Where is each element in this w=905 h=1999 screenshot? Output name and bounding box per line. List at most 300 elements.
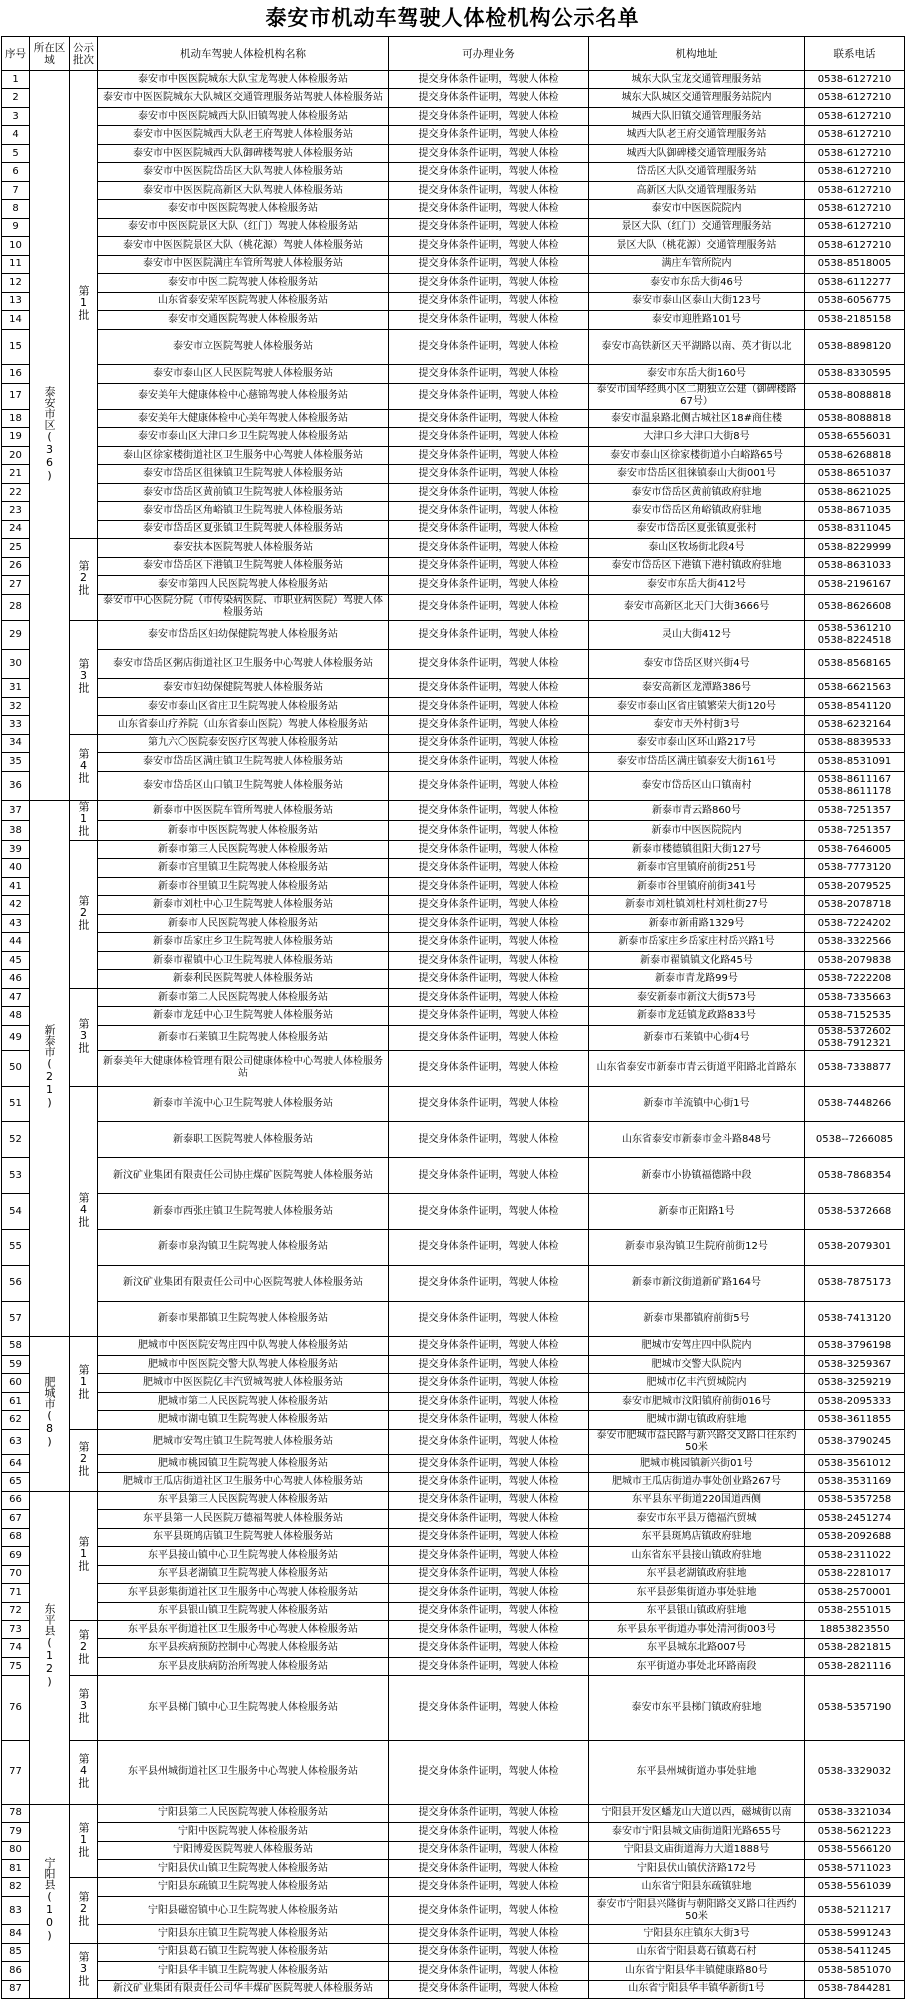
cell-phone: 0538-5411245 bbox=[805, 1943, 905, 1961]
cell-address: 新泰市小协镇福德路中段 bbox=[589, 1158, 805, 1194]
cell-address: 东平县老湖镇政府驻地 bbox=[589, 1565, 805, 1583]
table-row bbox=[2, 859, 905, 877]
cell-no: 84 bbox=[2, 1925, 30, 1943]
cell-address: 新泰市楼德镇徂阳大街127号 bbox=[589, 841, 805, 859]
cell-address: 新泰市正阳路1号 bbox=[589, 1194, 805, 1230]
cell-name: 泰安市中医医院满庄车管所驾驶人体检服务站 bbox=[98, 255, 389, 273]
cell-address: 新泰市翟镇镇文化路45号 bbox=[589, 951, 805, 969]
cell-name: 东平县州城街道社区卫生服务中心驾驶人体检服务站 bbox=[98, 1740, 389, 1804]
cell-address: 山东省宁阳县华丰镇华新街1号 bbox=[589, 1980, 805, 1998]
cell-phone: 0538-5566120 bbox=[805, 1841, 905, 1859]
cell-business: 提交身体条件证明，驾驶人体检 bbox=[389, 539, 589, 557]
region-label: 新泰市(21) bbox=[43, 1024, 56, 1110]
cell-address: 东平县银山镇政府驻地 bbox=[589, 1602, 805, 1620]
table-row bbox=[2, 1740, 905, 1804]
cell-phone: 0538-6127210 bbox=[805, 237, 905, 255]
cell-address: 泰安高新区龙潭路386号 bbox=[589, 679, 805, 697]
cell-address: 岱岳区大队交通管理服务站 bbox=[589, 163, 805, 181]
cell-phone: 0538-7413120 bbox=[805, 1301, 905, 1337]
cell-name: 新泰美年大健康体检管理有限公司健康体检中心驾驶人体检服务站 bbox=[98, 1050, 389, 1086]
cell-name: 泰安市岱岳区妇幼保健院驾驶人体检服务站 bbox=[98, 620, 389, 649]
cell-address: 泰安市天外村街3号 bbox=[589, 716, 805, 734]
cell-no: 49 bbox=[2, 1025, 30, 1050]
cell-address: 新泰市谷里镇府前街341号 bbox=[589, 877, 805, 895]
cell-phone: 0538-8839533 bbox=[805, 734, 905, 752]
cell-business: 提交身体条件证明，驾驶人体检 bbox=[389, 107, 589, 125]
cell-business: 提交身体条件证明，驾驶人体检 bbox=[389, 1429, 589, 1454]
batch-label: 第1批 bbox=[77, 285, 90, 321]
cell-batch bbox=[70, 1740, 98, 1804]
cell-phone: 0538-7251357 bbox=[805, 821, 905, 841]
table-row bbox=[2, 255, 905, 273]
cell-batch bbox=[70, 841, 98, 989]
cell-phone: 0538-6268818 bbox=[805, 446, 905, 464]
cell-address: 新泰市新汶街道新矿路164号 bbox=[589, 1265, 805, 1301]
cell-no: 19 bbox=[2, 428, 30, 446]
cell-address: 灵山大街412号 bbox=[589, 620, 805, 649]
table-row bbox=[2, 1122, 905, 1158]
table-row bbox=[2, 988, 905, 1006]
cell-address: 城西大队老王府交通管理服务站 bbox=[589, 126, 805, 144]
cell-name: 泰安市中医医院城西大队老王府驾驶人体检服务站 bbox=[98, 126, 389, 144]
cell-address: 泰安市泰山区徐家楼街道小白峪路65号 bbox=[589, 446, 805, 464]
table-row bbox=[2, 1547, 905, 1565]
table-row bbox=[2, 576, 905, 594]
cell-no: 25 bbox=[2, 539, 30, 557]
cell-no: 4 bbox=[2, 126, 30, 144]
cell-business: 提交身体条件证明，驾驶人体检 bbox=[389, 896, 589, 914]
cell-phone: 0538-2079525 bbox=[805, 877, 905, 895]
cell-business: 提交身体条件证明，驾驶人体检 bbox=[389, 163, 589, 181]
cell-name: 泰安市泰山区人民医院驾驶人体检服务站 bbox=[98, 365, 389, 383]
table-row bbox=[2, 329, 905, 365]
header-no: 序号 bbox=[2, 37, 30, 71]
cell-business: 提交身体条件证明，驾驶人体检 bbox=[389, 292, 589, 310]
batch-label: 第3批 bbox=[77, 1017, 90, 1053]
cell-name: 新泰市泉沟镇卫生院驾驶人体检服务站 bbox=[98, 1229, 389, 1265]
cell-name: 泰安市妇幼保健院驾驶人体检服务站 bbox=[98, 679, 389, 697]
cell-name: 泰山区徐家楼街道社区卫生服务中心驾驶人体检服务站 bbox=[98, 446, 389, 464]
cell-name: 泰安市中医医院城东大队宝龙驾驶人体检服务站 bbox=[98, 71, 389, 89]
cell-no: 52 bbox=[2, 1122, 30, 1158]
cell-business: 提交身体条件证明，驾驶人体检 bbox=[389, 801, 589, 821]
cell-name: 东平县银山镇卫生院驾驶人体检服务站 bbox=[98, 1602, 389, 1620]
cell-no: 76 bbox=[2, 1676, 30, 1740]
table-row bbox=[2, 1374, 905, 1392]
cell-address: 新泰市青云路860号 bbox=[589, 801, 805, 821]
cell-business: 提交身体条件证明，驾驶人体检 bbox=[389, 1584, 589, 1602]
cell-address: 泰安市岱岳区下港镇下港村镇政府驻地 bbox=[589, 557, 805, 575]
cell-business: 提交身体条件证明，驾驶人体检 bbox=[389, 753, 589, 771]
cell-phone: 0538-2821815 bbox=[805, 1639, 905, 1657]
cell-no: 79 bbox=[2, 1823, 30, 1841]
table-row bbox=[2, 1510, 905, 1528]
cell-name: 肥城市王瓜店街道社区卫生服务中心驾驶人体检服务站 bbox=[98, 1473, 389, 1491]
cell-address: 泰安新泰市新汶大街573号 bbox=[589, 988, 805, 1006]
cell-phone: 0538-6127210 bbox=[805, 71, 905, 89]
cell-no: 23 bbox=[2, 502, 30, 520]
cell-address: 大津口乡大津口大街8号 bbox=[589, 428, 805, 446]
table-row bbox=[2, 841, 905, 859]
table-row bbox=[2, 1878, 905, 1896]
cell-region bbox=[30, 1337, 70, 1491]
cell-name: 东平县接山镇中心卫生院驾驶人体检服务站 bbox=[98, 1547, 389, 1565]
table-row bbox=[2, 1896, 905, 1924]
table-header-row bbox=[2, 37, 905, 71]
cell-address: 东平县东平街道220国道西侧 bbox=[589, 1491, 805, 1509]
table-row bbox=[2, 1158, 905, 1194]
table-row bbox=[2, 1194, 905, 1230]
cell-phone: 0538-8330595 bbox=[805, 365, 905, 383]
cell-name: 新泰市石莱镇卫生院驾驶人体检服务站 bbox=[98, 1025, 389, 1050]
table-row bbox=[2, 144, 905, 162]
cell-address: 泰安市岱岳区徂徕镇泰山大街001号 bbox=[589, 465, 805, 483]
cell-phone: 0538-2551015 bbox=[805, 1602, 905, 1620]
cell-name: 新泰利民医院驾驶人体检服务站 bbox=[98, 970, 389, 988]
cell-no: 33 bbox=[2, 716, 30, 734]
cell-no: 1 bbox=[2, 71, 30, 89]
cell-no: 40 bbox=[2, 859, 30, 877]
cell-phone: 0538-8671035 bbox=[805, 502, 905, 520]
cell-phone: 0538-2196167 bbox=[805, 576, 905, 594]
cell-business: 提交身体条件证明，驾驶人体检 bbox=[389, 1621, 589, 1639]
table-row bbox=[2, 933, 905, 951]
cell-name: 宁阳博爱医院驾驶人体检服务站 bbox=[98, 1841, 389, 1859]
cell-phone: 0538-3611855 bbox=[805, 1411, 905, 1429]
cell-business: 提交身体条件证明，驾驶人体检 bbox=[389, 465, 589, 483]
cell-phone: 0538-7251357 bbox=[805, 801, 905, 821]
table-row bbox=[2, 1086, 905, 1122]
cell-no: 82 bbox=[2, 1878, 30, 1896]
cell-business: 提交身体条件证明，驾驶人体检 bbox=[389, 951, 589, 969]
cell-business: 提交身体条件证明，驾驶人体检 bbox=[389, 218, 589, 236]
cell-business: 提交身体条件证明，驾驶人体检 bbox=[389, 771, 589, 800]
batch-label: 第3批 bbox=[77, 657, 90, 693]
cell-business: 提交身体条件证明，驾驶人体检 bbox=[389, 181, 589, 199]
table-row bbox=[2, 502, 905, 520]
batch-label: 第4批 bbox=[77, 747, 90, 783]
cell-address: 新泰市中医医院院内 bbox=[589, 821, 805, 841]
cell-business: 提交身体条件证明，驾驶人体检 bbox=[389, 1007, 589, 1025]
cell-business: 提交身体条件证明，驾驶人体检 bbox=[389, 1804, 589, 1822]
cell-name: 肥城市湖屯镇卫生院驾驶人体检服务站 bbox=[98, 1411, 389, 1429]
cell-phone: 0538-2570001 bbox=[805, 1584, 905, 1602]
table-row bbox=[2, 1925, 905, 1943]
cell-address: 新泰市岳家庄乡岳家庄村岳兴路1号 bbox=[589, 933, 805, 951]
cell-region bbox=[30, 1491, 70, 1804]
cell-address: 泰安市国华经典小区二期独立公建（御碑楼路67号） bbox=[589, 383, 805, 409]
cell-no: 66 bbox=[2, 1491, 30, 1509]
cell-address: 山东省东平县接山镇政府驻地 bbox=[589, 1547, 805, 1565]
cell-no: 26 bbox=[2, 557, 30, 575]
batch-label: 第2批 bbox=[77, 1891, 90, 1927]
cell-business: 提交身体条件证明，驾驶人体检 bbox=[389, 1740, 589, 1804]
cell-no: 70 bbox=[2, 1565, 30, 1583]
cell-business: 提交身体条件证明，驾驶人体检 bbox=[389, 1454, 589, 1472]
cell-phone: 0538-7875173 bbox=[805, 1265, 905, 1301]
cell-business: 提交身体条件证明，驾驶人体检 bbox=[389, 1657, 589, 1675]
table-row bbox=[2, 1392, 905, 1410]
cell-address: 城西大队旧镇交通管理服务站 bbox=[589, 107, 805, 125]
cell-address: 肥城市湖屯镇政府驻地 bbox=[589, 1411, 805, 1429]
cell-name: 宁阳中医院驾驶人体检服务站 bbox=[98, 1823, 389, 1841]
cell-business: 提交身体条件证明，驾驶人体检 bbox=[389, 126, 589, 144]
table-row bbox=[2, 697, 905, 715]
cell-phone: 0538-5991243 bbox=[805, 1925, 905, 1943]
cell-address: 山东省泰安市新泰市青云街道平阳路北首路东 bbox=[589, 1050, 805, 1086]
cell-address: 泰安市温泉路北侧古城社区18#商住楼 bbox=[589, 409, 805, 427]
cell-no: 86 bbox=[2, 1962, 30, 1980]
cell-address: 泰安市泰山区环山路217号 bbox=[589, 734, 805, 752]
cell-name: 泰安市岱岳区粥店街道社区卫生服务中心驾驶人体检服务站 bbox=[98, 650, 389, 679]
table-row bbox=[2, 1676, 905, 1740]
cell-name: 山东省泰安荣军医院驾驶人体检服务站 bbox=[98, 292, 389, 310]
cell-phone: 0538-8541120 bbox=[805, 697, 905, 715]
batch-label: 第1批 bbox=[77, 1821, 90, 1857]
batch-label: 第2批 bbox=[77, 1628, 90, 1664]
cell-address: 泰安市泰山区省庄镇繁荣大街120号 bbox=[589, 697, 805, 715]
cell-no: 68 bbox=[2, 1528, 30, 1546]
table-row bbox=[2, 716, 905, 734]
cell-no: 63 bbox=[2, 1429, 30, 1454]
cell-no: 38 bbox=[2, 821, 30, 841]
cell-name: 泰安美年大健康体检中心慈锦驾驶人体检服务站 bbox=[98, 383, 389, 409]
cell-phone: 0538-7868354 bbox=[805, 1158, 905, 1194]
table-row bbox=[2, 734, 905, 752]
cell-phone: 0538-8518005 bbox=[805, 255, 905, 273]
cell-address: 城东大队宝龙交通管理服务站 bbox=[589, 71, 805, 89]
cell-name: 新泰职工医院驾驶人体检服务站 bbox=[98, 1122, 389, 1158]
cell-no: 13 bbox=[2, 292, 30, 310]
cell-business: 提交身体条件证明，驾驶人体检 bbox=[389, 1676, 589, 1740]
table-row bbox=[2, 274, 905, 292]
cell-name: 新泰市第二人民医院驾驶人体检服务站 bbox=[98, 988, 389, 1006]
cell-name: 宁阳县伏山镇卫生院驾驶人体检服务站 bbox=[98, 1860, 389, 1878]
cell-phone: 0538-3796198 bbox=[805, 1337, 905, 1355]
cell-batch bbox=[70, 801, 98, 841]
cell-address: 东平县东平街道办事处清河街003号 bbox=[589, 1621, 805, 1639]
cell-business: 提交身体条件证明，驾驶人体检 bbox=[389, 697, 589, 715]
cell-business: 提交身体条件证明，驾驶人体检 bbox=[389, 255, 589, 273]
cell-address: 泰安市宁阳县城文庙街道阳光路655号 bbox=[589, 1823, 805, 1841]
cell-name: 泰安市岱岳区徂徕镇卫生院驾驶人体检服务站 bbox=[98, 465, 389, 483]
cell-business: 提交身体条件证明，驾驶人体检 bbox=[389, 1565, 589, 1583]
cell-no: 5 bbox=[2, 144, 30, 162]
cell-phone: 0538-7152535 bbox=[805, 1007, 905, 1025]
table-row bbox=[2, 914, 905, 932]
cell-business: 提交身体条件证明，驾驶人体检 bbox=[389, 311, 589, 329]
table-row bbox=[2, 107, 905, 125]
cell-name: 新泰市刘杜中心卫生院驾驶人体检服务站 bbox=[98, 896, 389, 914]
cell-no: 85 bbox=[2, 1943, 30, 1961]
cell-no: 60 bbox=[2, 1374, 30, 1392]
cell-name: 东平县东平街道社区卫生服务中心驾驶人体检服务站 bbox=[98, 1621, 389, 1639]
cell-no: 22 bbox=[2, 483, 30, 501]
cell-region bbox=[30, 71, 70, 801]
cell-phone: 0538-7844281 bbox=[805, 1980, 905, 1998]
cell-phone: 0538-8626608 bbox=[805, 594, 905, 620]
table-row bbox=[2, 594, 905, 620]
cell-phone: 0538-8088818 bbox=[805, 383, 905, 409]
cell-address: 泰安市岱岳区山口镇南村 bbox=[589, 771, 805, 800]
table-row bbox=[2, 1962, 905, 1980]
cell-address: 景区大队（红门）交通管理服务站 bbox=[589, 218, 805, 236]
cell-phone: 0538-3790245 bbox=[805, 1429, 905, 1454]
cell-no: 54 bbox=[2, 1194, 30, 1230]
table-row bbox=[2, 383, 905, 409]
cell-no: 31 bbox=[2, 679, 30, 697]
cell-address: 泰安市肥城市益民路与新兴路交叉路口往东约50米 bbox=[589, 1429, 805, 1454]
cell-phone: 0538-3259219 bbox=[805, 1374, 905, 1392]
cell-region bbox=[30, 1804, 70, 1998]
cell-business: 提交身体条件证明，驾驶人体检 bbox=[389, 237, 589, 255]
cell-phone: 0538--7266085 bbox=[805, 1122, 905, 1158]
cell-batch bbox=[70, 1491, 98, 1620]
cell-no: 17 bbox=[2, 383, 30, 409]
cell-business: 提交身体条件证明，驾驶人体检 bbox=[389, 914, 589, 932]
cell-name: 泰安市中医医院高新区大队驾驶人体检服务站 bbox=[98, 181, 389, 199]
cell-phone: 0538-6127210 bbox=[805, 144, 905, 162]
cell-address: 城西大队御碑楼交通管理服务站 bbox=[589, 144, 805, 162]
cell-business: 提交身体条件证明，驾驶人体检 bbox=[389, 1980, 589, 1998]
cell-no: 41 bbox=[2, 877, 30, 895]
cell-phone: 0538-8611167 0538-8611178 bbox=[805, 771, 905, 800]
cell-phone: 0538-6127210 bbox=[805, 126, 905, 144]
table-row bbox=[2, 557, 905, 575]
cell-no: 72 bbox=[2, 1602, 30, 1620]
cell-address: 肥城市王瓜店街道办事处创业路267号 bbox=[589, 1473, 805, 1491]
cell-no: 7 bbox=[2, 181, 30, 199]
cell-business: 提交身体条件证明，驾驶人体检 bbox=[389, 1355, 589, 1373]
table-row bbox=[2, 1565, 905, 1583]
cell-no: 71 bbox=[2, 1584, 30, 1602]
cell-name: 肥城市中医医院安驾庄四中队驾驶人体检服务站 bbox=[98, 1337, 389, 1355]
table-row bbox=[2, 181, 905, 199]
cell-name: 泰安市中心医院分院（市传染病医院、市职业病医院）驾驶人体检服务站 bbox=[98, 594, 389, 620]
cell-batch bbox=[70, 1337, 98, 1429]
table-row bbox=[2, 1429, 905, 1454]
cell-no: 51 bbox=[2, 1086, 30, 1122]
cell-business: 提交身体条件证明，驾驶人体检 bbox=[389, 1943, 589, 1961]
cell-name: 宁阳县东庄镇卫生院驾驶人体检服务站 bbox=[98, 1925, 389, 1943]
cell-business: 提交身体条件证明，驾驶人体检 bbox=[389, 1374, 589, 1392]
cell-no: 75 bbox=[2, 1657, 30, 1675]
cell-address: 东平县城东北路007号 bbox=[589, 1639, 805, 1657]
cell-phone: 0538-8229999 bbox=[805, 539, 905, 557]
cell-business: 提交身体条件证明，驾驶人体检 bbox=[389, 409, 589, 427]
cell-no: 9 bbox=[2, 218, 30, 236]
cell-business: 提交身体条件证明，驾驶人体检 bbox=[389, 1962, 589, 1980]
cell-batch bbox=[70, 539, 98, 620]
cell-business: 提交身体条件证明，驾驶人体检 bbox=[389, 144, 589, 162]
cell-no: 64 bbox=[2, 1454, 30, 1472]
table-row bbox=[2, 1229, 905, 1265]
cell-business: 提交身体条件证明，驾驶人体检 bbox=[389, 1491, 589, 1509]
cell-name: 宁阳县华丰镇卫生院驾驶人体检服务站 bbox=[98, 1962, 389, 1980]
cell-address: 肥城市亿丰汽贸城院内 bbox=[589, 1374, 805, 1392]
cell-no: 8 bbox=[2, 200, 30, 218]
cell-address: 山东省泰安市新泰市金斗路848号 bbox=[589, 1122, 805, 1158]
table-row bbox=[2, 292, 905, 310]
table-row bbox=[2, 218, 905, 236]
cell-address: 泰安市宁阳县兴隆街与朝阳路交叉路口往西约50米 bbox=[589, 1896, 805, 1924]
cell-no: 62 bbox=[2, 1411, 30, 1429]
header-region: 所在区域 bbox=[30, 37, 70, 71]
cell-phone: 0538-5851070 bbox=[805, 1962, 905, 1980]
region-label: 肥城市(8) bbox=[43, 1376, 56, 1449]
cell-region bbox=[30, 801, 70, 1337]
table-row bbox=[2, 163, 905, 181]
cell-no: 83 bbox=[2, 1896, 30, 1924]
cell-business: 提交身体条件证明，驾驶人体检 bbox=[389, 1265, 589, 1301]
table-row bbox=[2, 1841, 905, 1859]
cell-business: 提交身体条件证明，驾驶人体检 bbox=[389, 716, 589, 734]
cell-name: 山东省泰山疗养院（山东省泰山医院）驾驶人体检服务站 bbox=[98, 716, 389, 734]
cell-name: 泰安市岱岳区山口镇卫生院驾驶人体检服务站 bbox=[98, 771, 389, 800]
cell-batch bbox=[70, 734, 98, 800]
cell-no: 58 bbox=[2, 1337, 30, 1355]
cell-business: 提交身体条件证明，驾驶人体检 bbox=[389, 1823, 589, 1841]
table-row bbox=[2, 237, 905, 255]
cell-phone: 0538-6127210 bbox=[805, 107, 905, 125]
table-row bbox=[2, 365, 905, 383]
cell-no: 55 bbox=[2, 1229, 30, 1265]
cell-name: 东平县老湖镇卫生院驾驶人体检服务站 bbox=[98, 1565, 389, 1583]
cell-business: 提交身体条件证明，驾驶人体检 bbox=[389, 1392, 589, 1410]
cell-business: 提交身体条件证明，驾驶人体检 bbox=[389, 1229, 589, 1265]
cell-no: 3 bbox=[2, 107, 30, 125]
cell-phone: 0538-6621563 bbox=[805, 679, 905, 697]
cell-business: 提交身体条件证明，驾驶人体检 bbox=[389, 1337, 589, 1355]
cell-address: 泰安市迎胜路101号 bbox=[589, 311, 805, 329]
cell-phone: 0538-5372668 bbox=[805, 1194, 905, 1230]
cell-phone: 0538-7646005 bbox=[805, 841, 905, 859]
cell-no: 56 bbox=[2, 1265, 30, 1301]
cell-phone: 0538-5357258 bbox=[805, 1491, 905, 1509]
cell-phone: 0538-8651037 bbox=[805, 465, 905, 483]
table-row bbox=[2, 200, 905, 218]
cell-name: 泰安市中医医院岱岳区大队驾驶人体检服务站 bbox=[98, 163, 389, 181]
cell-phone: 0538-6112277 bbox=[805, 274, 905, 292]
cell-business: 提交身体条件证明，驾驶人体检 bbox=[389, 89, 589, 107]
cell-address: 山东省宁阳县葛石镇葛石村 bbox=[589, 1943, 805, 1961]
cell-address: 泰安市高铁新区天平湖路以南、英才街以北 bbox=[589, 329, 805, 365]
cell-name: 肥城市中医医院亿丰汽贸城驾驶人体检服务站 bbox=[98, 1374, 389, 1392]
cell-batch bbox=[70, 1804, 98, 1878]
cell-no: 65 bbox=[2, 1473, 30, 1491]
cell-no: 69 bbox=[2, 1547, 30, 1565]
cell-address: 肥城市安驾庄四中队院内 bbox=[589, 1337, 805, 1355]
table-row bbox=[2, 1337, 905, 1355]
cell-name: 泰安市泰山区省庄卫生院驾驶人体检服务站 bbox=[98, 697, 389, 715]
cell-no: 44 bbox=[2, 933, 30, 951]
cell-batch bbox=[70, 988, 98, 1086]
cell-address: 泰安市东岳大街412号 bbox=[589, 576, 805, 594]
table-row bbox=[2, 1473, 905, 1491]
institution-table bbox=[1, 36, 905, 1999]
cell-name: 泰安市中医医院景区大队（红门）驾驶人体检服务站 bbox=[98, 218, 389, 236]
cell-name: 泰安市岱岳区满庄镇卫生院驾驶人体检服务站 bbox=[98, 753, 389, 771]
cell-phone: 0538-8568165 bbox=[805, 650, 905, 679]
cell-name: 肥城市中医医院交警大队驾驶人体检服务站 bbox=[98, 1355, 389, 1373]
cell-name: 泰安市第四人民医院驾驶人体检服务站 bbox=[98, 576, 389, 594]
cell-name: 泰安市中医医院城西大队御碑楼驾驶人体检服务站 bbox=[98, 144, 389, 162]
cell-name: 宁阳县东疏镇卫生院驾驶人体检服务站 bbox=[98, 1878, 389, 1896]
cell-no: 24 bbox=[2, 520, 30, 538]
cell-business: 提交身体条件证明，驾驶人体检 bbox=[389, 1510, 589, 1528]
cell-name: 宁阳县葛石镇卫生院驾驶人体检服务站 bbox=[98, 1943, 389, 1961]
cell-phone: 0538-7335663 bbox=[805, 988, 905, 1006]
